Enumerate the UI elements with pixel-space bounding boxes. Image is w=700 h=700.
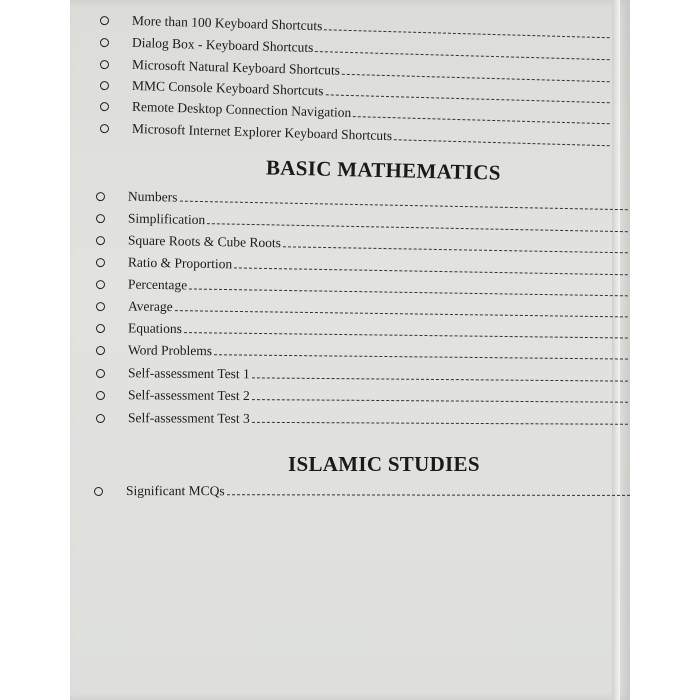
bullet-icon xyxy=(96,258,105,267)
dot-leader xyxy=(207,223,628,232)
toc-entry-label: MMC Console Keyboard Shortcuts xyxy=(131,77,324,99)
bullet-icon xyxy=(96,214,105,223)
toc-entry-label: Equations xyxy=(127,320,183,337)
bullet-icon xyxy=(96,236,105,245)
toc-entry-label: More than 100 Keyboard Shortcuts xyxy=(131,12,323,34)
toc-entry-self-assessment-2 xyxy=(96,385,628,409)
dot-leader xyxy=(214,354,628,359)
dot-leader xyxy=(175,310,628,317)
toc-entry-label: Square Roots & Cube Roots xyxy=(127,232,282,251)
toc-entry-label: Simplification xyxy=(127,210,206,228)
toc-entry-label: Self-assessment Test 2 xyxy=(127,387,250,404)
section-heading-basic-mathematics: BASIC MATHEMATICS xyxy=(265,155,502,185)
dot-leader xyxy=(324,29,609,38)
toc-entry-label: Percentage xyxy=(127,276,188,293)
toc-entry-label: Dialog Box - Keyboard Shortcuts xyxy=(131,34,314,55)
dot-leader xyxy=(227,494,630,496)
dot-leader xyxy=(252,422,628,425)
bullet-icon xyxy=(96,302,105,311)
bullet-icon xyxy=(100,124,109,133)
toc-entry-label: Self-assessment Test 3 xyxy=(127,410,250,426)
toc-entry-label: Microsoft Internet Explorer Keyboard Shortcuts xyxy=(131,120,393,144)
bullet-icon xyxy=(100,81,109,90)
dot-leader xyxy=(353,116,610,124)
toc-entry-label: Average xyxy=(127,298,173,315)
dot-leader xyxy=(189,288,628,296)
bullet-icon xyxy=(96,369,105,378)
toc-entry-label: Remote Desktop Connection Navigation xyxy=(131,98,352,121)
bullet-icon xyxy=(94,487,103,496)
dot-leader xyxy=(234,267,628,275)
bullet-icon xyxy=(96,391,105,400)
toc-entry-label: Word Problems xyxy=(127,342,213,359)
dot-leader xyxy=(179,201,627,211)
bullet-icon xyxy=(100,16,109,25)
toc-entry-label: Microsoft Natural Keyboard Shortcuts xyxy=(131,56,341,78)
toc-entry-label: Ratio & Proportion xyxy=(127,254,233,272)
bullet-icon xyxy=(96,346,105,355)
dot-leader xyxy=(184,332,628,338)
bullet-icon xyxy=(96,324,105,333)
dot-leader xyxy=(252,399,628,403)
toc-entry-label: Numbers xyxy=(127,188,178,205)
dot-leader xyxy=(325,94,609,103)
bullet-icon xyxy=(96,280,105,289)
bullet-icon xyxy=(96,192,105,201)
toc-entry-label: Self-assessment Test 1 xyxy=(127,365,250,382)
section-heading-islamic-studies: ISLAMIC STUDIES xyxy=(288,452,480,476)
toc-entry-label: Significant MCQs xyxy=(125,483,225,499)
toc-entry-self-assessment-3 xyxy=(96,408,628,431)
dot-leader xyxy=(283,246,628,253)
toc-entry-significant-mcqs xyxy=(94,481,630,502)
bullet-icon xyxy=(100,38,109,47)
bullet-icon xyxy=(100,60,109,69)
dot-leader xyxy=(252,377,628,381)
dot-leader xyxy=(315,51,609,60)
dot-leader xyxy=(342,74,610,82)
dot-leader xyxy=(394,139,610,146)
bullet-icon xyxy=(96,414,105,423)
bullet-icon xyxy=(100,102,109,111)
